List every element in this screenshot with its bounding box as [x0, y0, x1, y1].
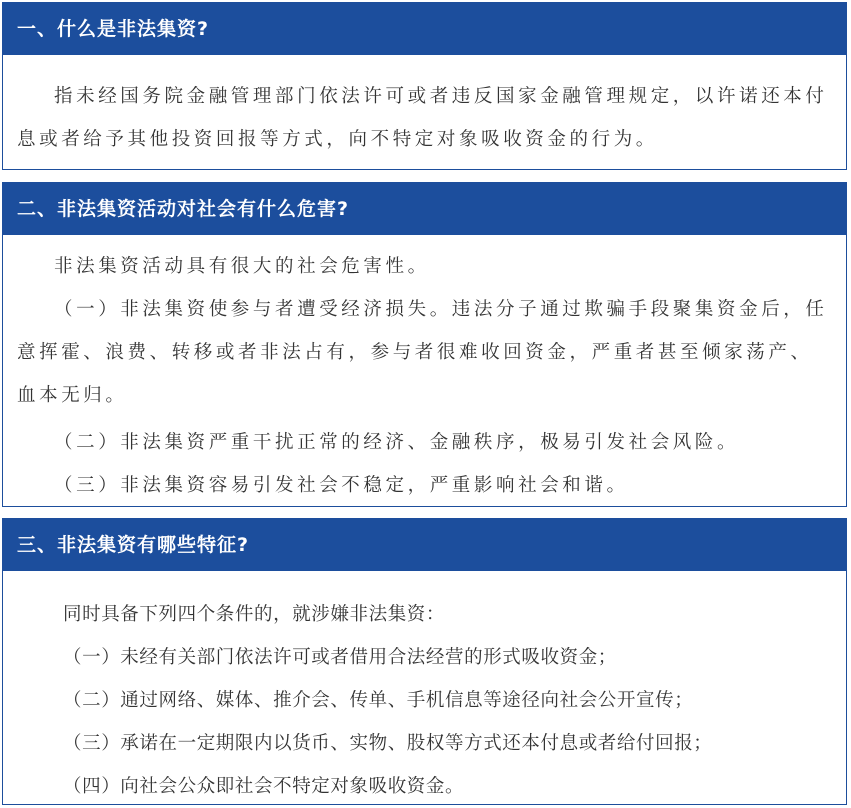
definition-paragraph: 指未经国务院金融管理部门依法许可或者违反国家金融管理规定，以许诺还本付息或者给予其他投资回报等方式，向不特定对象吸收资金的行为。 [17, 86, 828, 150]
section-title: 三、非法集资有哪些特征? [3, 519, 846, 571]
characteristic-item-3: （三）承诺在一定期限内以货币、实物、股权等方式还本付息或者给付回报； [63, 733, 713, 754]
harms-item-1: （一）非法集资使参与者遭受经济损失。违法分子通过欺骗手段聚集资金后，任意挥霍、浪费、转移或者非法占有，参与者很难收回资金，严重者甚至倾家荡产、血本无归。 [17, 299, 828, 406]
section-title: 一、什么是非法集资? [3, 3, 846, 55]
characteristics-intro: 同时具备下列四个条件的，就涉嫌非法集资： [63, 604, 446, 625]
section-body [3, 571, 846, 808]
section-title: 二、非法集资活动对社会有什么危害? [3, 183, 846, 235]
characteristic-item-2: （二）通过网络、媒体、推介会、传单、手机信息等途径向社会公开宣传； [63, 690, 694, 711]
section-body [3, 235, 846, 507]
harms-item-2: （二）非法集资严重干扰正常的经济、金融秩序，极易引发社会风险。 [54, 432, 740, 453]
harms-item-3: （三）非法集资容易引发社会不稳定，严重影响社会和谐。 [54, 475, 629, 496]
section-characteristics [2, 518, 847, 805]
section-body [3, 55, 846, 161]
section-harms [2, 182, 847, 507]
characteristic-item-1: （一）未经有关部门依法许可或者借用合法经营的形式吸收资金； [63, 647, 617, 668]
section-what-is-illegal-fundraising [2, 2, 847, 170]
characteristic-item-4: （四）向社会公众即社会不特定对象吸收资金。 [63, 776, 465, 797]
harms-intro: 非法集资活动具有很大的社会危害性。 [54, 256, 430, 277]
